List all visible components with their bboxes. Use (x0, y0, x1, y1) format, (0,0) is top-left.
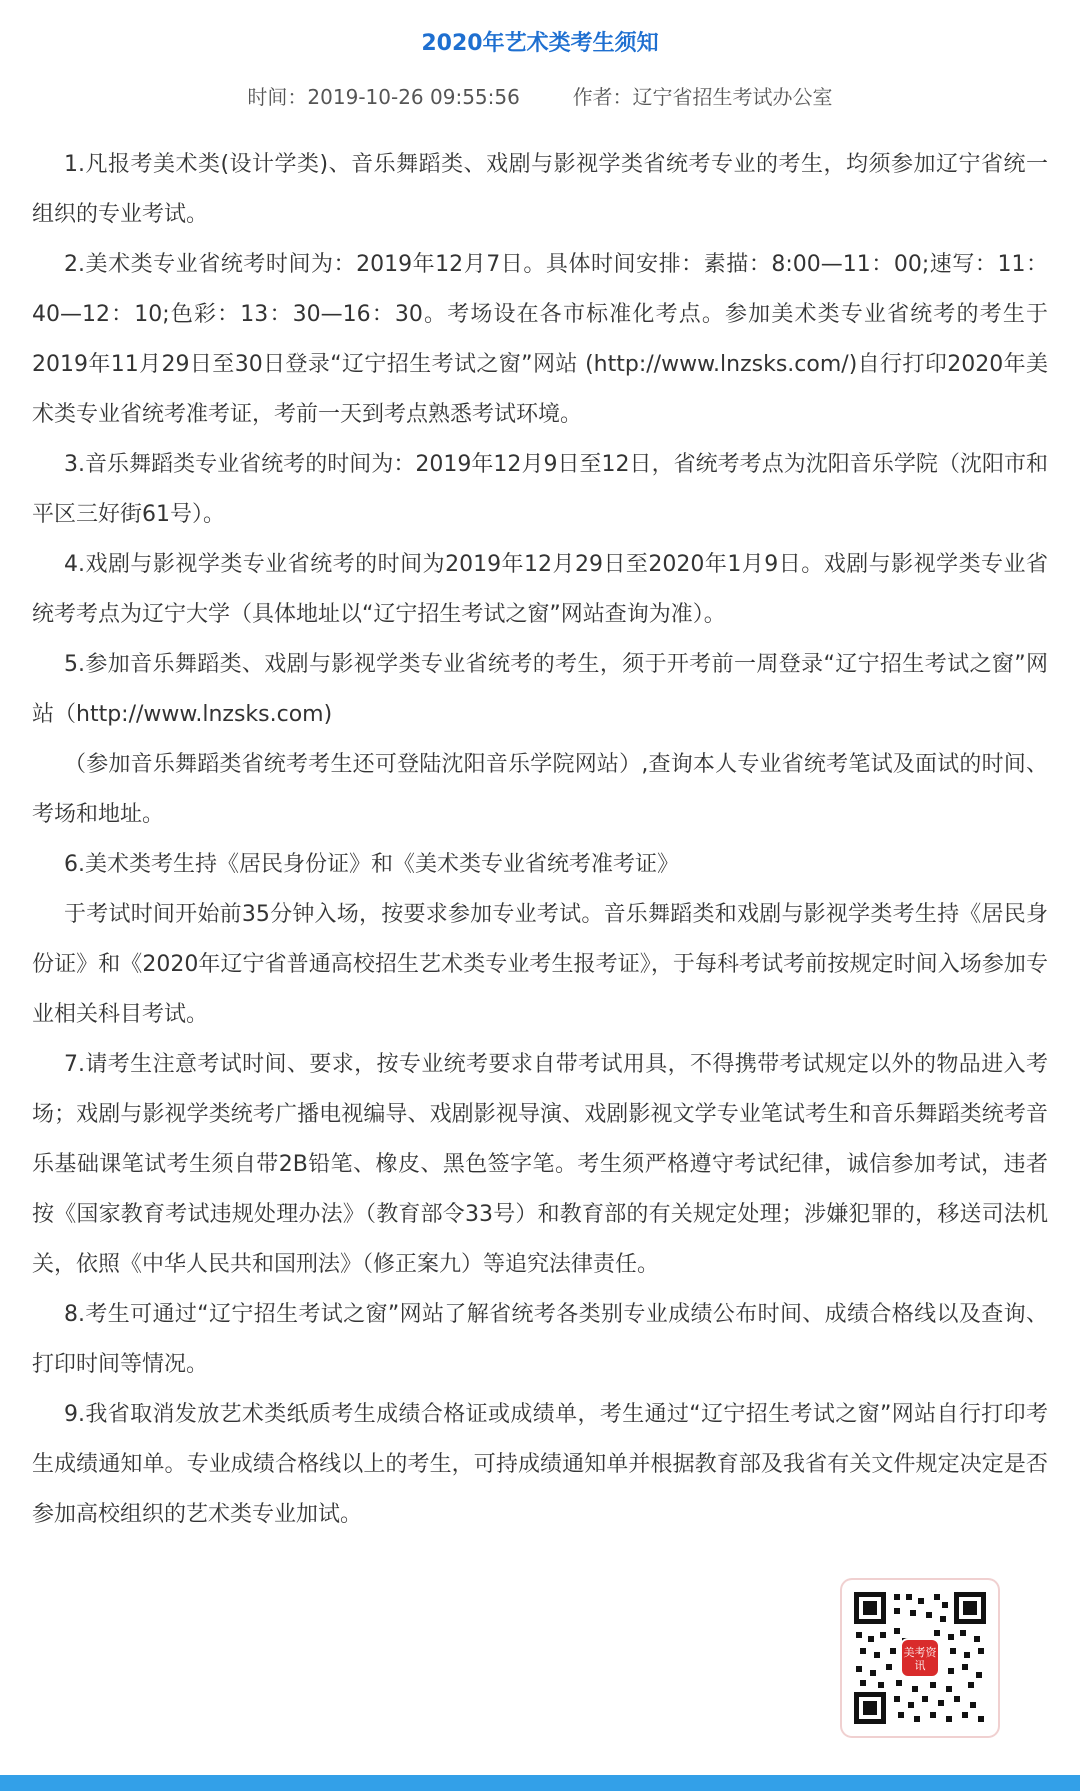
article-author: 作者：辽宁省招生考试办公室 (572, 85, 833, 109)
article-title: 2020年艺术类考生须知 (421, 31, 659, 56)
paragraph-5-continued: （参加音乐舞蹈类省统考考生还可登陆沈阳音乐学院网站）,查询本人专业省统考笔试及面试的时间、考场和地址。 (32, 752, 1048, 827)
article-body (32, 140, 1048, 1540)
paragraph-9: 9.我省取消发放艺术类纸质考生成绩合格证或成绩单，考生通过“辽宁招生考试之窗”网站自行打印考生成绩通知单。专业成绩合格线以上的考生，可持成绩通知单并根据教育部及我省有关文件规定决定是否参加高校组织的艺术类专业加试。 (32, 1402, 1048, 1527)
article-meta (0, 82, 1080, 112)
qr-logo-badge: 美考资讯 (900, 1638, 940, 1678)
publish-time: 时间：2019-10-26 09:55:56 (247, 85, 520, 109)
paragraph-7: 7.请考生注意考试时间、要求，按专业统考要求自带考试用具，不得携带考试规定以外的物品进入考场；戏剧与影视学类统考广播电视编导、戏剧影视导演、戏剧影视文学专业笔试考生和音乐舞蹈类统考音乐基础课笔试考生须自带2B铅笔、橡皮、黑色签字笔。考生须严格遵守考试纪律，诚信参加考试，违者按《国家教育考试违规处理办法》（教育部令33号）和教育部的有关规定处理；涉嫌犯罪的，移送司法机关，依照《中华人民共和国刑法》（修正案九）等追究法律责任。 (32, 1052, 1048, 1277)
paragraph-4: 4.戏剧与影视学类专业省统考的时间为2019年12月29日至2020年1月9日。戏剧与影视学类专业省统考考点为辽宁大学（具体地址以“辽宁招生考试之窗”网站查询为准）。 (32, 552, 1048, 627)
paragraph-3: 3.音乐舞蹈类专业省统考的时间为：2019年12月9日至12日，省统考考点为沈阳音乐学院（沈阳市和平区三好街61号）。 (32, 452, 1048, 527)
paragraph-8: 8.考生可通过“辽宁招生考试之窗”网站了解省统考各类别专业成绩公布时间、成绩合格线以及查询、打印时间等情况。 (32, 1302, 1048, 1377)
paragraph-1: 1.凡报考美术类(设计学类)、音乐舞蹈类、戏剧与影视学类省统考专业的考生，均须参加辽宁省统一组织的专业考试。 (32, 152, 1048, 227)
paragraph-6: 6.美术类考生持《居民身份证》和《美术类专业省统考准考证》 (64, 852, 679, 877)
paragraph-6-continued: 于考试时间开始前35分钟入场，按要求参加专业考试。音乐舞蹈类和戏剧与影视学类考生持《居民身份证》和《2020年辽宁省普通高校招生艺术类专业考生报考证》，于每科考试考前按规定时间入场参加专业相关科目考试。 (32, 902, 1048, 1027)
paragraph-5: 5.参加音乐舞蹈类、戏剧与影视学类专业省统考的考生，须于开考前一周登录“辽宁招生考试之窗”网站（http://www.lnzsks.com) (32, 652, 1048, 727)
qr-code[interactable] (842, 1580, 998, 1736)
paragraph-2: 2.美术类专业省统考时间为：2019年12月7日。具体时间安排：素描：8:00—11：00;速写：11：40—12：10;色彩：13：30—16：30。考场设在各市标准化考点。参加美术类专业省统考的考生于2019年11月29日至30日登录“辽宁招生考试之窗”网站 (http://www.lnzsks.com/)自行打印2020年美术类专业省统考准考证，考前一天到考点熟悉考试环境。 (32, 252, 1048, 427)
bottom-accent-bar (0, 1775, 1080, 1791)
